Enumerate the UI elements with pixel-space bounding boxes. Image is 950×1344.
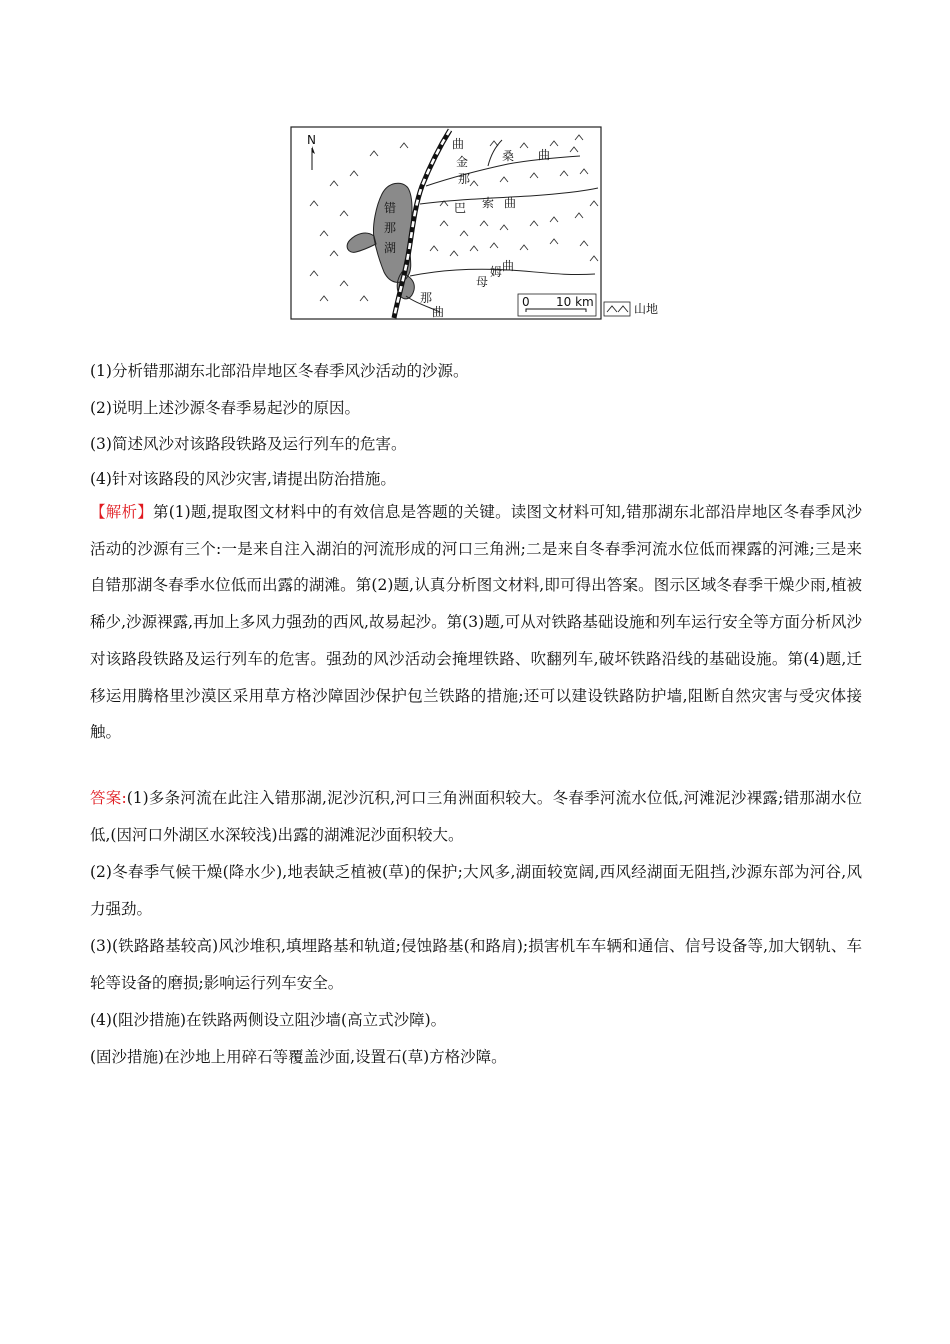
answer-3: (3)(铁路路基较高)风沙堆积,填埋路基和轨道;侵蚀路基(和路肩);损害机车车辆和通信、信号设备等,加大钢轨、车轮等设备的磨损;影响运行列车安全。 [90, 937, 862, 992]
map-figure [290, 126, 665, 321]
scale-value: 10 km [556, 295, 594, 309]
answer-label: 答案: [90, 789, 127, 807]
question-3: (3)简述风沙对该路段铁路及运行列车的危害。 [90, 435, 407, 453]
river-label: 桑 [502, 149, 515, 163]
answer-1 [90, 780, 862, 853]
analysis-paragraph [90, 494, 862, 751]
river-label: 那 [458, 172, 471, 186]
river-label: 曲 [504, 196, 517, 210]
river-label: 姆 [490, 265, 503, 279]
river-label: 曲 [502, 259, 515, 273]
scale-zero: 0 [522, 295, 530, 309]
answer-2: (2)冬春季气候干燥(降水少),地表缺乏植被(草)的保护;大风多,湖面较宽阔,西风经湖面无阻挡,沙源东部为河谷,风力强劲。 [90, 863, 862, 918]
north-label: N [307, 133, 316, 147]
river-label: 巴 [454, 201, 467, 215]
lake-char-2: 那 [384, 221, 397, 235]
legend-box [604, 302, 630, 316]
river-label: 曲 [432, 305, 445, 319]
river-label: 曲 [538, 148, 551, 162]
river-label: 曲 [452, 137, 465, 151]
river-label: 母 [476, 275, 489, 289]
map-svg [290, 126, 665, 321]
answer-1-text: (1)多条河流在此注入错那湖,泥沙沉积,河口三角洲面积较大。冬春季河流水位低,河滩泥沙裸露;错那湖水位低,(因河口外湖区水深较浅)出露的湖滩泥沙面积较大。 [90, 789, 862, 844]
river-label: 金 [456, 155, 469, 169]
question-2: (2)说明上述沙源冬春季易起沙的原因。 [90, 399, 360, 417]
river-label: 索 [482, 196, 495, 210]
analysis-label: 【解析】 [90, 503, 153, 521]
answer-4-1: (4)(阻沙措施)在铁路两侧设立阻沙墙(高立式沙障)。 [90, 1011, 447, 1029]
river-label: 那 [420, 291, 433, 305]
legend-label: 山地 [634, 302, 659, 316]
lake-char-3: 湖 [384, 241, 397, 255]
analysis-text: 第(1)题,提取图文材料中的有效信息是答题的关键。读图文材料可知,错那湖东北部沿岸地区冬春季风沙活动的沙源有三个:一是来自注入湖泊的河流形成的河口三角洲;二是来自冬春季河流水位低而裸露的河滩;三是来自错那湖冬春季水位低而出露的湖滩。第(2)题,认真分析图文材料,即可得出答案。图示区域冬春季干燥少雨,植被稀少,沙源裸露,再加上多风力强劲的西风,故易起沙。第(3)题,可从对铁路基础设施和列车运行安全等方面分析风沙对该路段铁路及运行列车的危害。强劲的风沙活动会掩埋铁路、吹翻列车,破坏铁路沿线的基础设施。第(4)题,迁移运用腾格里沙漠区采用草方格沙障固沙保护包兰铁路的措施;还可以建设铁路防护墙,阻断自然灾害与受灾体接触。 [90, 503, 862, 742]
question-4: (4)针对该路段的风沙灾害,请提出防治措施。 [90, 470, 396, 488]
question-1: (1)分析错那湖东北部沿岸地区冬春季风沙活动的沙源。 [90, 362, 469, 380]
answer-4-2: (固沙措施)在沙地上用碎石等覆盖沙面,设置石(草)方格沙障。 [90, 1048, 507, 1066]
lake-char-1: 错 [384, 201, 397, 215]
